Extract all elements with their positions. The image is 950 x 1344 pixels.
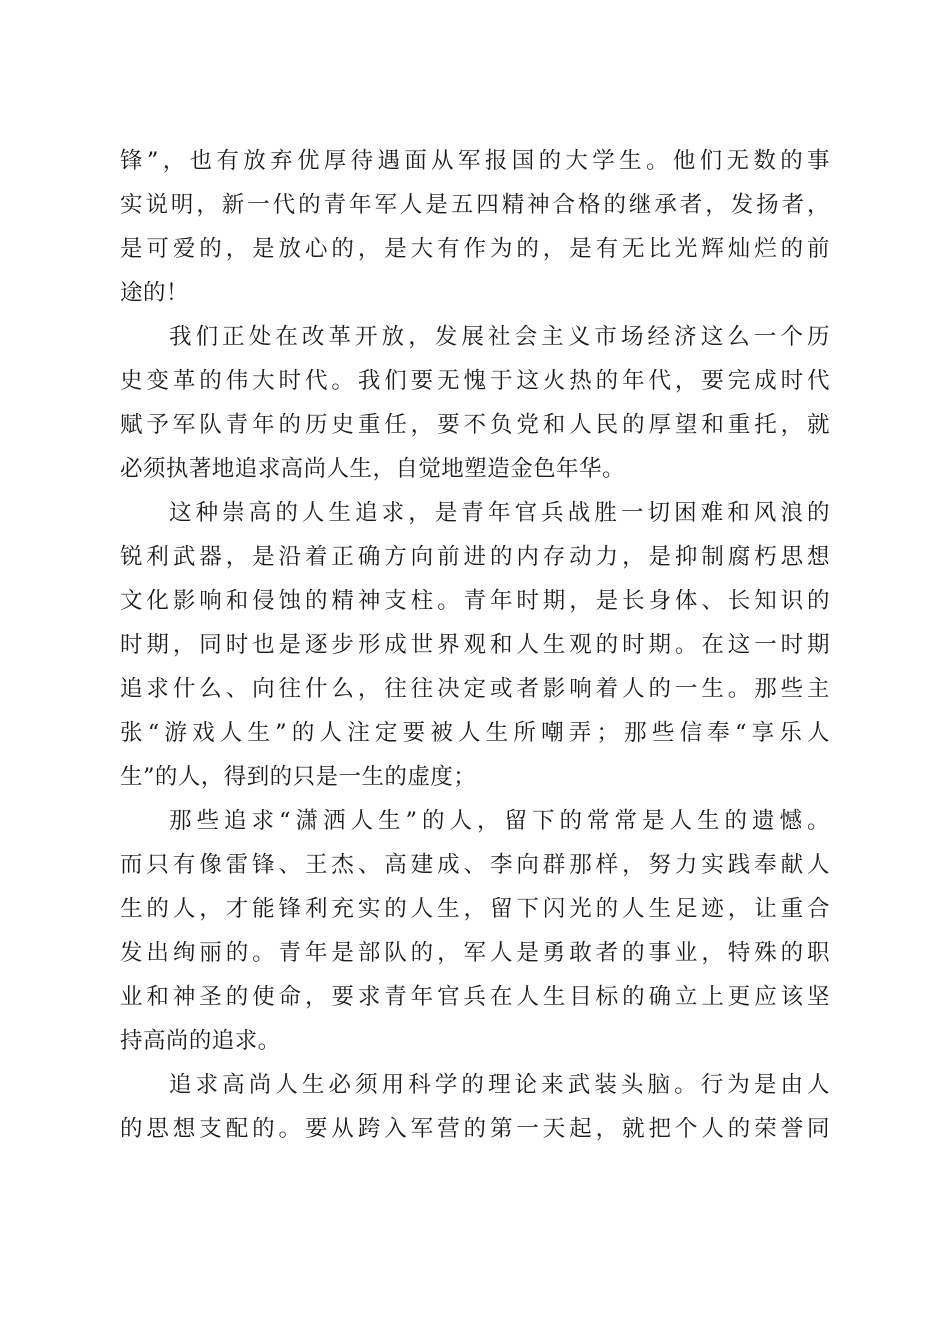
paragraph	[120, 799, 830, 1063]
paragraph	[120, 1063, 830, 1151]
text-line: 追求什么、向往什么，往往决定或者影响着人的一生。那些主	[120, 676, 830, 702]
text-line: 张“游戏人生”的人注定要被人生所嘲弄；那些信奉“享乐人	[120, 720, 830, 746]
text-line: 业和神圣的使命，要求青年官兵在人生目标的确立上更应该坚	[120, 984, 830, 1010]
text-line: 我们正处在改革开放，发展社会主义市场经济这么一个历	[169, 324, 830, 350]
text-line: 生的人，才能锋利充实的人生，留下闪光的人生足迹，让重合	[120, 896, 830, 922]
paragraph	[120, 139, 830, 315]
text-line: 这种崇高的人生追求，是青年官兵战胜一切困难和风浪的	[169, 500, 830, 526]
text-line: 而只有像雷锋、王杰、高建成、李向群那样，努力实践奉献人	[120, 852, 830, 878]
text-line: 实说明，新一代的青年军人是五四精神合格的继承者，发扬者，	[120, 192, 830, 218]
text-line: 生”的人，得到的只是一生的虚度；	[120, 764, 477, 790]
text-line: 锐利武器，是沿着正确方向前进的内存动力，是抑制腐朽思想	[120, 544, 830, 570]
text-line: 锋”，也有放弃优厚待遇面从军报国的大学生。他们无数的事	[120, 148, 830, 174]
text-line: 赋予军队青年的历史重任，要不负党和人民的厚望和重托，就	[120, 412, 830, 438]
text-line: 必须执著地追求高尚人生，自觉地塑造金色年华。	[120, 456, 625, 482]
text-line: 是可爱的，是放心的，是大有作为的，是有无比光辉灿烂的前	[120, 236, 830, 262]
text-line: 史变革的伟大时代。我们要无愧于这火热的年代，要完成时代	[120, 368, 830, 394]
text-line: 发出绚丽的。青年是部队的，军人是勇敢者的事业，特殊的职	[120, 940, 830, 966]
text-line: 持高尚的追求。	[120, 1028, 281, 1054]
paragraph	[120, 315, 830, 491]
paragraph	[120, 491, 830, 799]
text-line: 途的！	[120, 280, 189, 306]
body-text	[120, 139, 830, 1151]
text-line: 时期，同时也是逐步形成世界观和人生观的时期。在这一时期	[120, 632, 830, 658]
text-line: 追求高尚人生必须用科学的理论来武装头脑。行为是由人	[169, 1072, 830, 1098]
text-line: 的思想支配的。要从跨入军营的第一天起，就把个人的荣誉同	[120, 1116, 830, 1142]
text-line: 文化影响和侵蚀的精神支柱。青年时期，是长身体、长知识的	[120, 588, 830, 614]
text-line: 那些追求“潇洒人生”的人，留下的常常是人生的遗憾。	[169, 808, 830, 834]
